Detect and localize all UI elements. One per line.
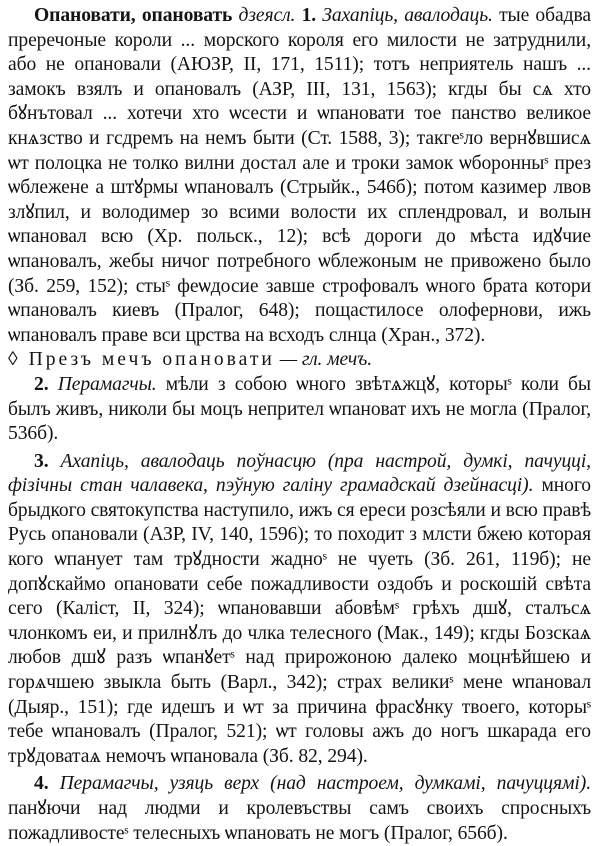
sense-3-citation: много брыдкого святокупства наступило, ижъ ся ереси розсѣяли и всю правѣ Русь опановали (АЗР, IV, 140, 1596); то походит з млсти бжею которая кого ѡпанует там трꙋдности жадноˢ не чуеть (Зб. 261, 119б); не допꙋскаймо опановати себе пожадливости оздобъ и роскошій свѣта сего (Каліст, II, 324); ѡпановавши абовѣмˢ грѣхъ дшꙋ, сталъсѧ члонкомъ еи, и прилнꙋлъ до члка телесного (Мак., 149); кгды Бозскаѧ любов дшꙋ разъ ѡпанꙋетˢ над прирожоною далеко моцнѣйшею и горѧчшею звыкла быть (Варл., 342); страх великиˢ мене ѡпановал (Дыяр., 151); где идешъ и ѡт за причина фрасꙋнку твоего, которыˢ тебе ѡпановалъ (Пралог, 521); ѡт головы ажъ до ногъ шкарада его трꙋдоватаѧ немочъ ѡпановала (Зб. 82, 294). [8,475,591,767]
grammar-label: дзеясл. [238,5,296,26]
phrase-paragraph [8,348,591,373]
sense-2-citation: мѣли з собою ѡного звѣтѧжцꙋ, которыˢ коли бы былъ живъ, николи бы моцъ непрител ѡпановат ихъ не могла (Пралог, 536б). [8,373,591,445]
headword: Опановати, опановать [34,5,233,26]
sense-4-paragraph [8,772,591,846]
sense-4-number: 4. [34,773,49,795]
sense-3-number: 3. [34,450,49,472]
sense-1-definition: Захапіць, авалодаць. [322,5,493,26]
sense-2-paragraph [8,373,591,447]
sense-1-paragraph [8,4,591,348]
sense-2-definition: Перамагчы. [57,373,157,395]
sense-2-number: 2. [34,373,49,395]
sense-3-paragraph [8,450,591,770]
sense-1-citation: тые обадва преречоные короли ... морского короля его милости не затруднили, або не опановали (АЮЗР, II, 171, 1511); тотъ неприятель нашъ ... замокъ взялъ и опановалъ (АЗР, III, 131, 1563); кгды бы сѧ хто бꙋнътовал ... хотечи хто ѡсести и ѡпановати тое панство великое кнѧзство и гсдремъ на немъ быти (Ст. 1588, 3); такгеˢло вернꙋвшисѧ ѡт полоцка не толко вилни достал але и троки замок ѡборонныˢ през ѡблежене а штꙋрмы ѡпановалъ (Стрыйк., 546б); потом казимер лвов злꙋпил, и володимер зо всими волости их сплендровал, и волын ѡпановал всю (Хр. польск., 12); всѣ дороги до мѣста идꙋчие ѡпановалъ, жебы ничог потребного ѡблежоным не привожено было (Зб. 259, 152); стыˢ феѡдосие завше строфовалъ ѡного брата котори ѡпановалъ киевъ (Пралог, 648); пощастилосе олофернови, ижь ѡпановалъ праве вси црства на всходъ слнца (Хран., 372). [8,5,591,346]
phrase-lead: ◊ Презъ мечъ опановати [8,349,275,371]
sense-4-citation: панꙋючи над людми и кролевъствы самъ своихъ спросныхъ пожадливостеˢ телесныхъ ѡпановать не могъ (Пралог, 656б). [8,798,591,844]
sense-3-definition: Ахапіць, авалодаць поўнасцю (пра настрой, думкі, пачуцці, фізічны стан чалавека, пэўную галіну грамадскай дзейнасці). [8,450,591,497]
sense-4-definition: Перамагчы, узяць верх (над настроем, думкамі, пачуццямі). [59,773,591,795]
phrase-ref: — гл. мечъ. [279,349,373,371]
sense-1-number: 1. [301,5,317,26]
